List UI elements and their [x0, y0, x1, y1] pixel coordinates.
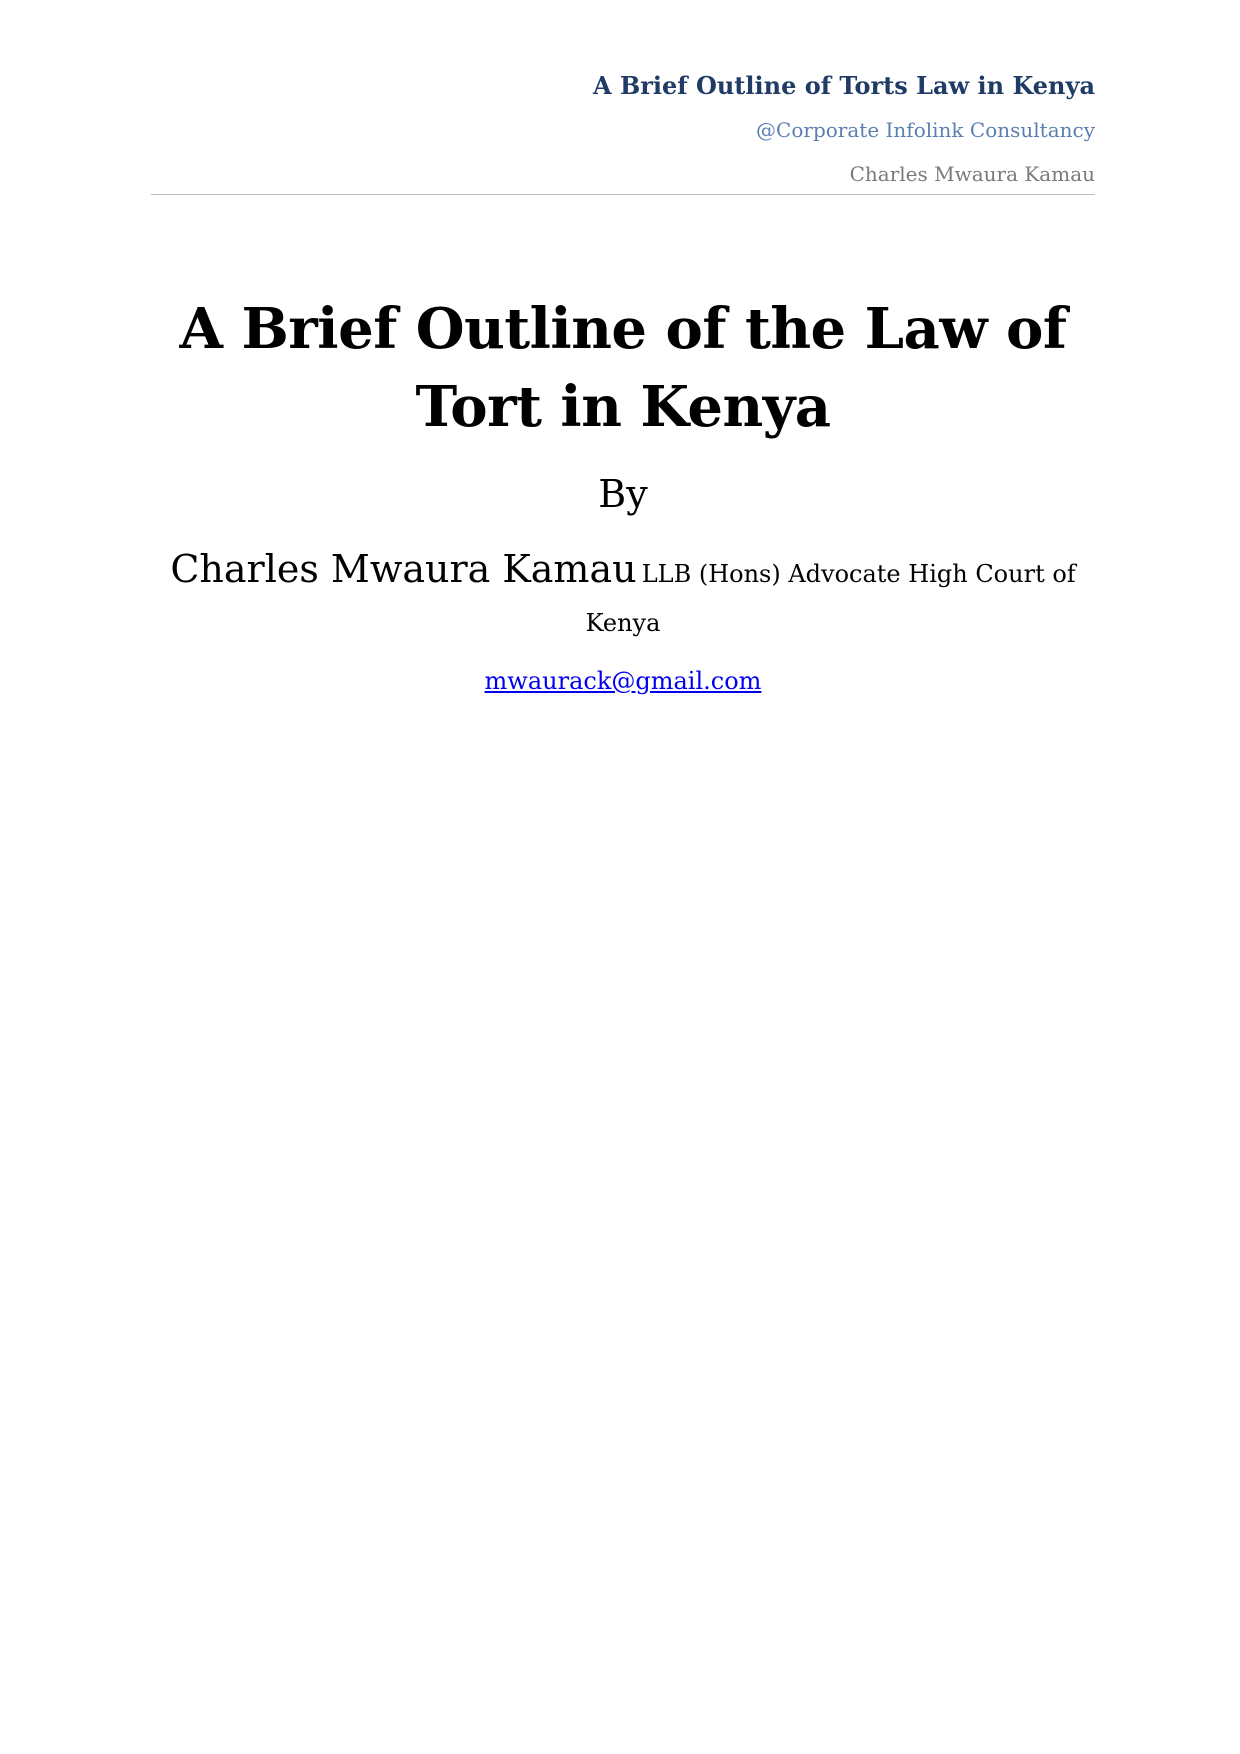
email-link[interactable]: mwaurack@gmail.com [484, 667, 762, 695]
author-credentials: LLB (Hons) Advocate High Court of Kenya [585, 560, 1076, 637]
header-organization: @Corporate Infolink Consultancy [756, 118, 1095, 142]
author-name: Charles Mwaura Kamau [170, 547, 637, 591]
email-line [151, 667, 1095, 695]
author-block [151, 546, 1095, 649]
by-label: By [598, 472, 648, 516]
page-header [151, 66, 1095, 195]
title-block [151, 290, 1095, 695]
document-title [151, 290, 1095, 446]
document-title-line-1: A Brief Outline of the Law of [179, 296, 1067, 362]
header-author: Charles Mwaura Kamau [849, 162, 1095, 186]
header-title: A Brief Outline of Torts Law in Kenya [592, 71, 1095, 100]
document-title-line-2: Tort in Kenya [415, 374, 831, 440]
